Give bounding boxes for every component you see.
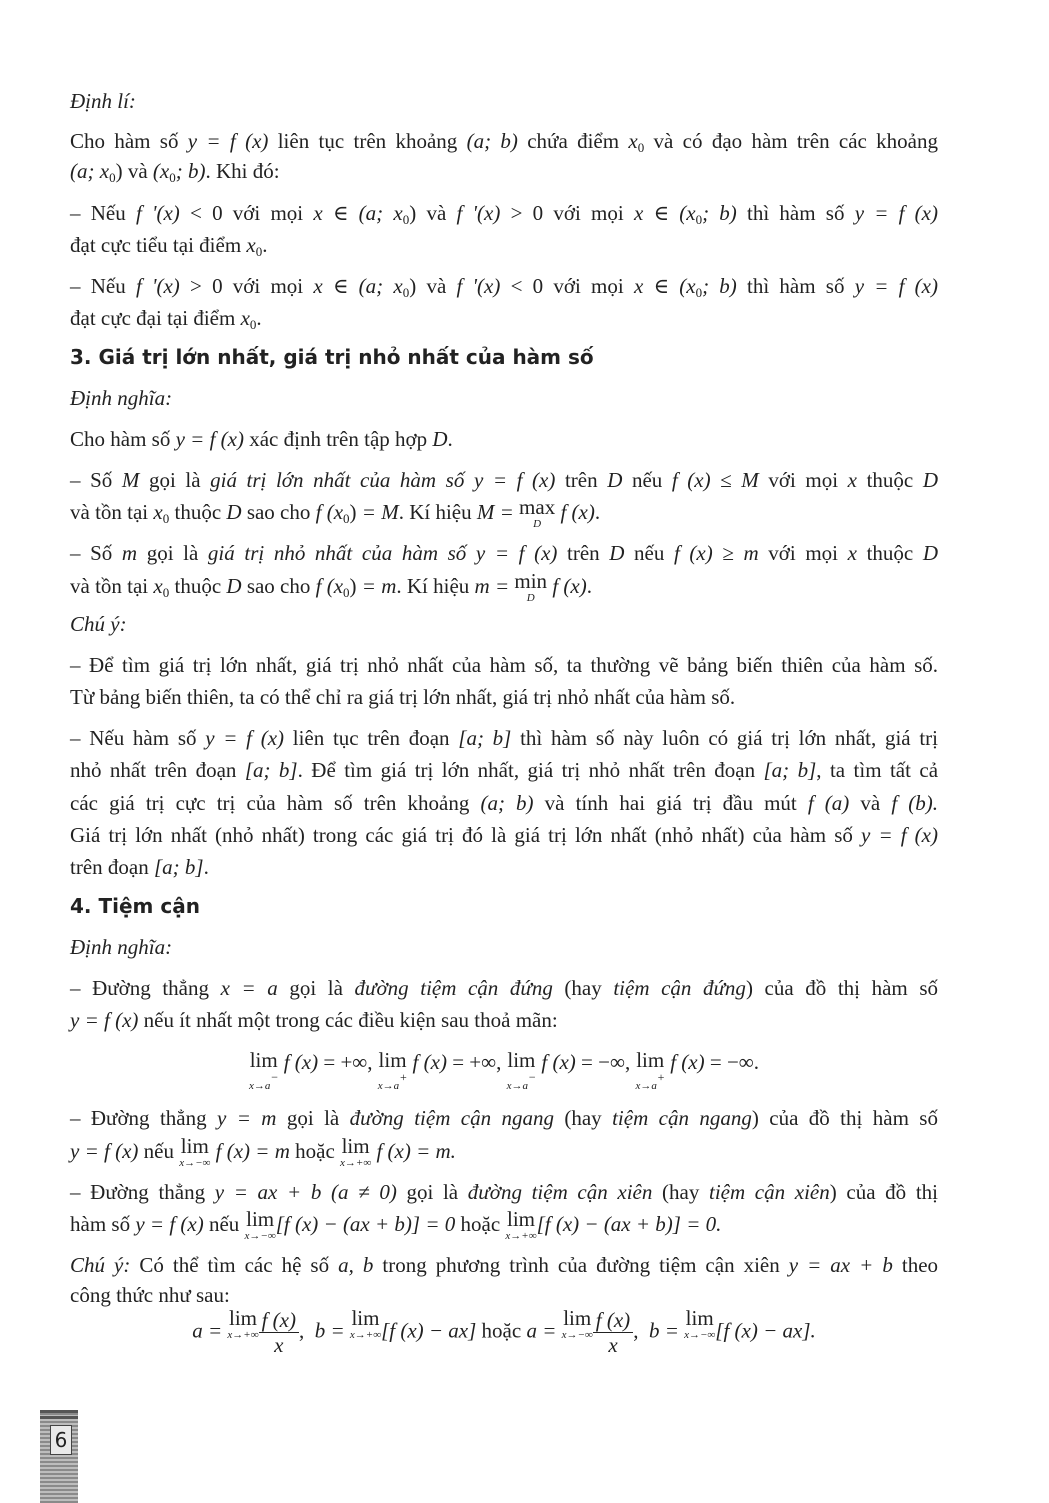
oblique-coefficients-formula: a = lim x→+∞ $\frac{f (x)}{x}$ , b = lim x→+∞ [f (x) − ax] hoặc a = lim x→−∞ $\frac{f (x)}{x}$ , b = lim x→−∞ [f (x) − ax]. [192, 1306, 816, 1357]
section-3-intro: Cho hàm số y = f (x) xác định trên tập hợp D. [70, 427, 453, 451]
oblique-asymptote-line-1: – Đường thẳng y = ax + b (a ≠ 0) gọi là đường tiệm cận xiên (hay tiệm cận xiên) của đồ thị [70, 1180, 939, 1204]
tab-stripe [40, 1416, 78, 1419]
section-4-note-line-1: Chú ý: Có thể tìm các hệ số a, b trong phương trình của đường tiệm cận xiên y = ax + b theo [70, 1253, 939, 1277]
max-operator: max D [519, 495, 556, 530]
theorem-case-min-line-1: – Nếu f '(x) < 0 với mọi x ∈ (a; $x_0$) và f '(x) > 0 với mọi x ∈ ($x_0$; b) thì hàm số y = f (x) [70, 201, 938, 227]
theorem-line-1: Cho hàm số y = f (x) liên tục trên khoảng (a; b) chứa điểm $x_0$ và có đạo hàm trên các khoảng [70, 129, 938, 155]
page-number-tab [40, 1410, 78, 1503]
min-operator: min D [514, 569, 548, 604]
horizontal-asymptote-line-1: – Đường thẳng y = m gọi là đường tiệm cận ngang (hay tiệm cận ngang) của đồ thị hàm số [70, 1106, 938, 1130]
theorem-case-max-line-1: – Nếu f '(x) > 0 với mọi x ∈ (a; $x_0$) và f '(x) < 0 với mọi x ∈ ($x_0$; b) thì hàm số y = f (x) [70, 274, 938, 300]
theorem-line-2: (a; $x_0$) và ($x_0$; b). Khi đó: [70, 159, 280, 185]
max-definition-line-2: và tồn tại $x_0$ thuộc D sao cho f $(x_0) = M$. Kí hiệu M = max D f (x). [70, 495, 601, 530]
section-3-note-label: Chú ý: [70, 612, 127, 636]
vertical-asymptote-line-2: y = f (x) nếu ít nhất một trong các điều kiện sau thoả mãn: [70, 1008, 558, 1032]
tab-stripe [40, 1410, 78, 1413]
horizontal-asymptote-line-2: y = f (x) nếu lim x→−∞ f (x) = m hoặc lim x→+∞ f (x) = m. [70, 1134, 456, 1169]
theorem-case-max-line-2: đạt cực đại tại điểm $x_0$. [70, 306, 262, 332]
section-4-definition-label: Định nghĩa: [70, 935, 173, 959]
theorem-label: Định lí: [70, 89, 136, 113]
note-1-line-1: – Để tìm giá trị lớn nhất, giá trị nhỏ nhất của hàm số, ta thường vẽ bảng biến thiên của hàm số. [70, 653, 938, 677]
section-3-definition-label: Định nghĩa: [70, 386, 173, 410]
min-definition-line-1: – Số m gọi là giá trị nhỏ nhất của hàm số y = f (x) trên D nếu f (x) ≥ m với mọi x thuộc D [70, 541, 939, 565]
note-2-line-2: nhỏ nhất trên đoạn [a; b]. Để tìm giá trị lớn nhất, giá trị nhỏ nhất trên đoạn [a; b], ta tìm tất cả [70, 758, 939, 782]
note-2-line-5: trên đoạn [a; b]. [70, 855, 209, 879]
page-number: 6 [50, 1425, 72, 1455]
section-4-note-line-2: công thức như sau: [70, 1283, 230, 1307]
note-2-line-1: – Nếu hàm số y = f (x) liên tục trên đoạn [a; b] thì hàm số này luôn có giá trị lớn nhất, giá trị [70, 726, 938, 750]
vertical-asymptote-line-1: – Đường thẳng x = a gọi là đường tiệm cận đứng (hay tiệm cận đứng) của đồ thị hàm số [70, 976, 938, 1000]
section-3-heading: 3. Giá trị lớn nhất, giá trị nhỏ nhất của hàm số [70, 345, 594, 369]
note-2-line-3: các giá trị cực trị của hàm số trên khoảng (a; b) và tính hai giá trị đầu mút f (a) và f (b). [70, 791, 939, 815]
min-definition-line-2: và tồn tại $x_0$ thuộc D sao cho f $(x_0) = m$. Kí hiệu m = min D f (x). [70, 569, 592, 604]
section-4-heading: 4. Tiệm cận [70, 894, 200, 918]
note-2-line-4: Giá trị lớn nhất (nhỏ nhất) trong các giá trị đó là giá trị lớn nhất (nhỏ nhất) của hàm số y = f (x) [70, 823, 938, 847]
theorem-case-min-line-2: đạt cực tiểu tại điểm $x_0$. [70, 233, 268, 259]
max-definition-line-1: – Số M gọi là giá trị lớn nhất của hàm số y = f (x) trên D nếu f (x) ≤ M với mọi x thuộc D [70, 468, 939, 492]
oblique-asymptote-line-2: hàm số y = f (x) nếu lim x→−∞ [f (x) − (ax + b)] = 0 hoặc lim x→+∞ [f (x) − (ax + b)] = 0. [70, 1207, 722, 1242]
vertical-asymptote-formula: lim x→a− f (x) = +∞, lim x→a+ f (x) = +∞, lim x→a− f (x) = −∞, lim x→a+ f (x) = −∞. [248, 1048, 760, 1092]
note-1-line-2: Từ bảng biến thiên, ta có thể chỉ ra giá trị lớn nhất, giá trị nhỏ nhất của hàm số. [70, 685, 736, 709]
